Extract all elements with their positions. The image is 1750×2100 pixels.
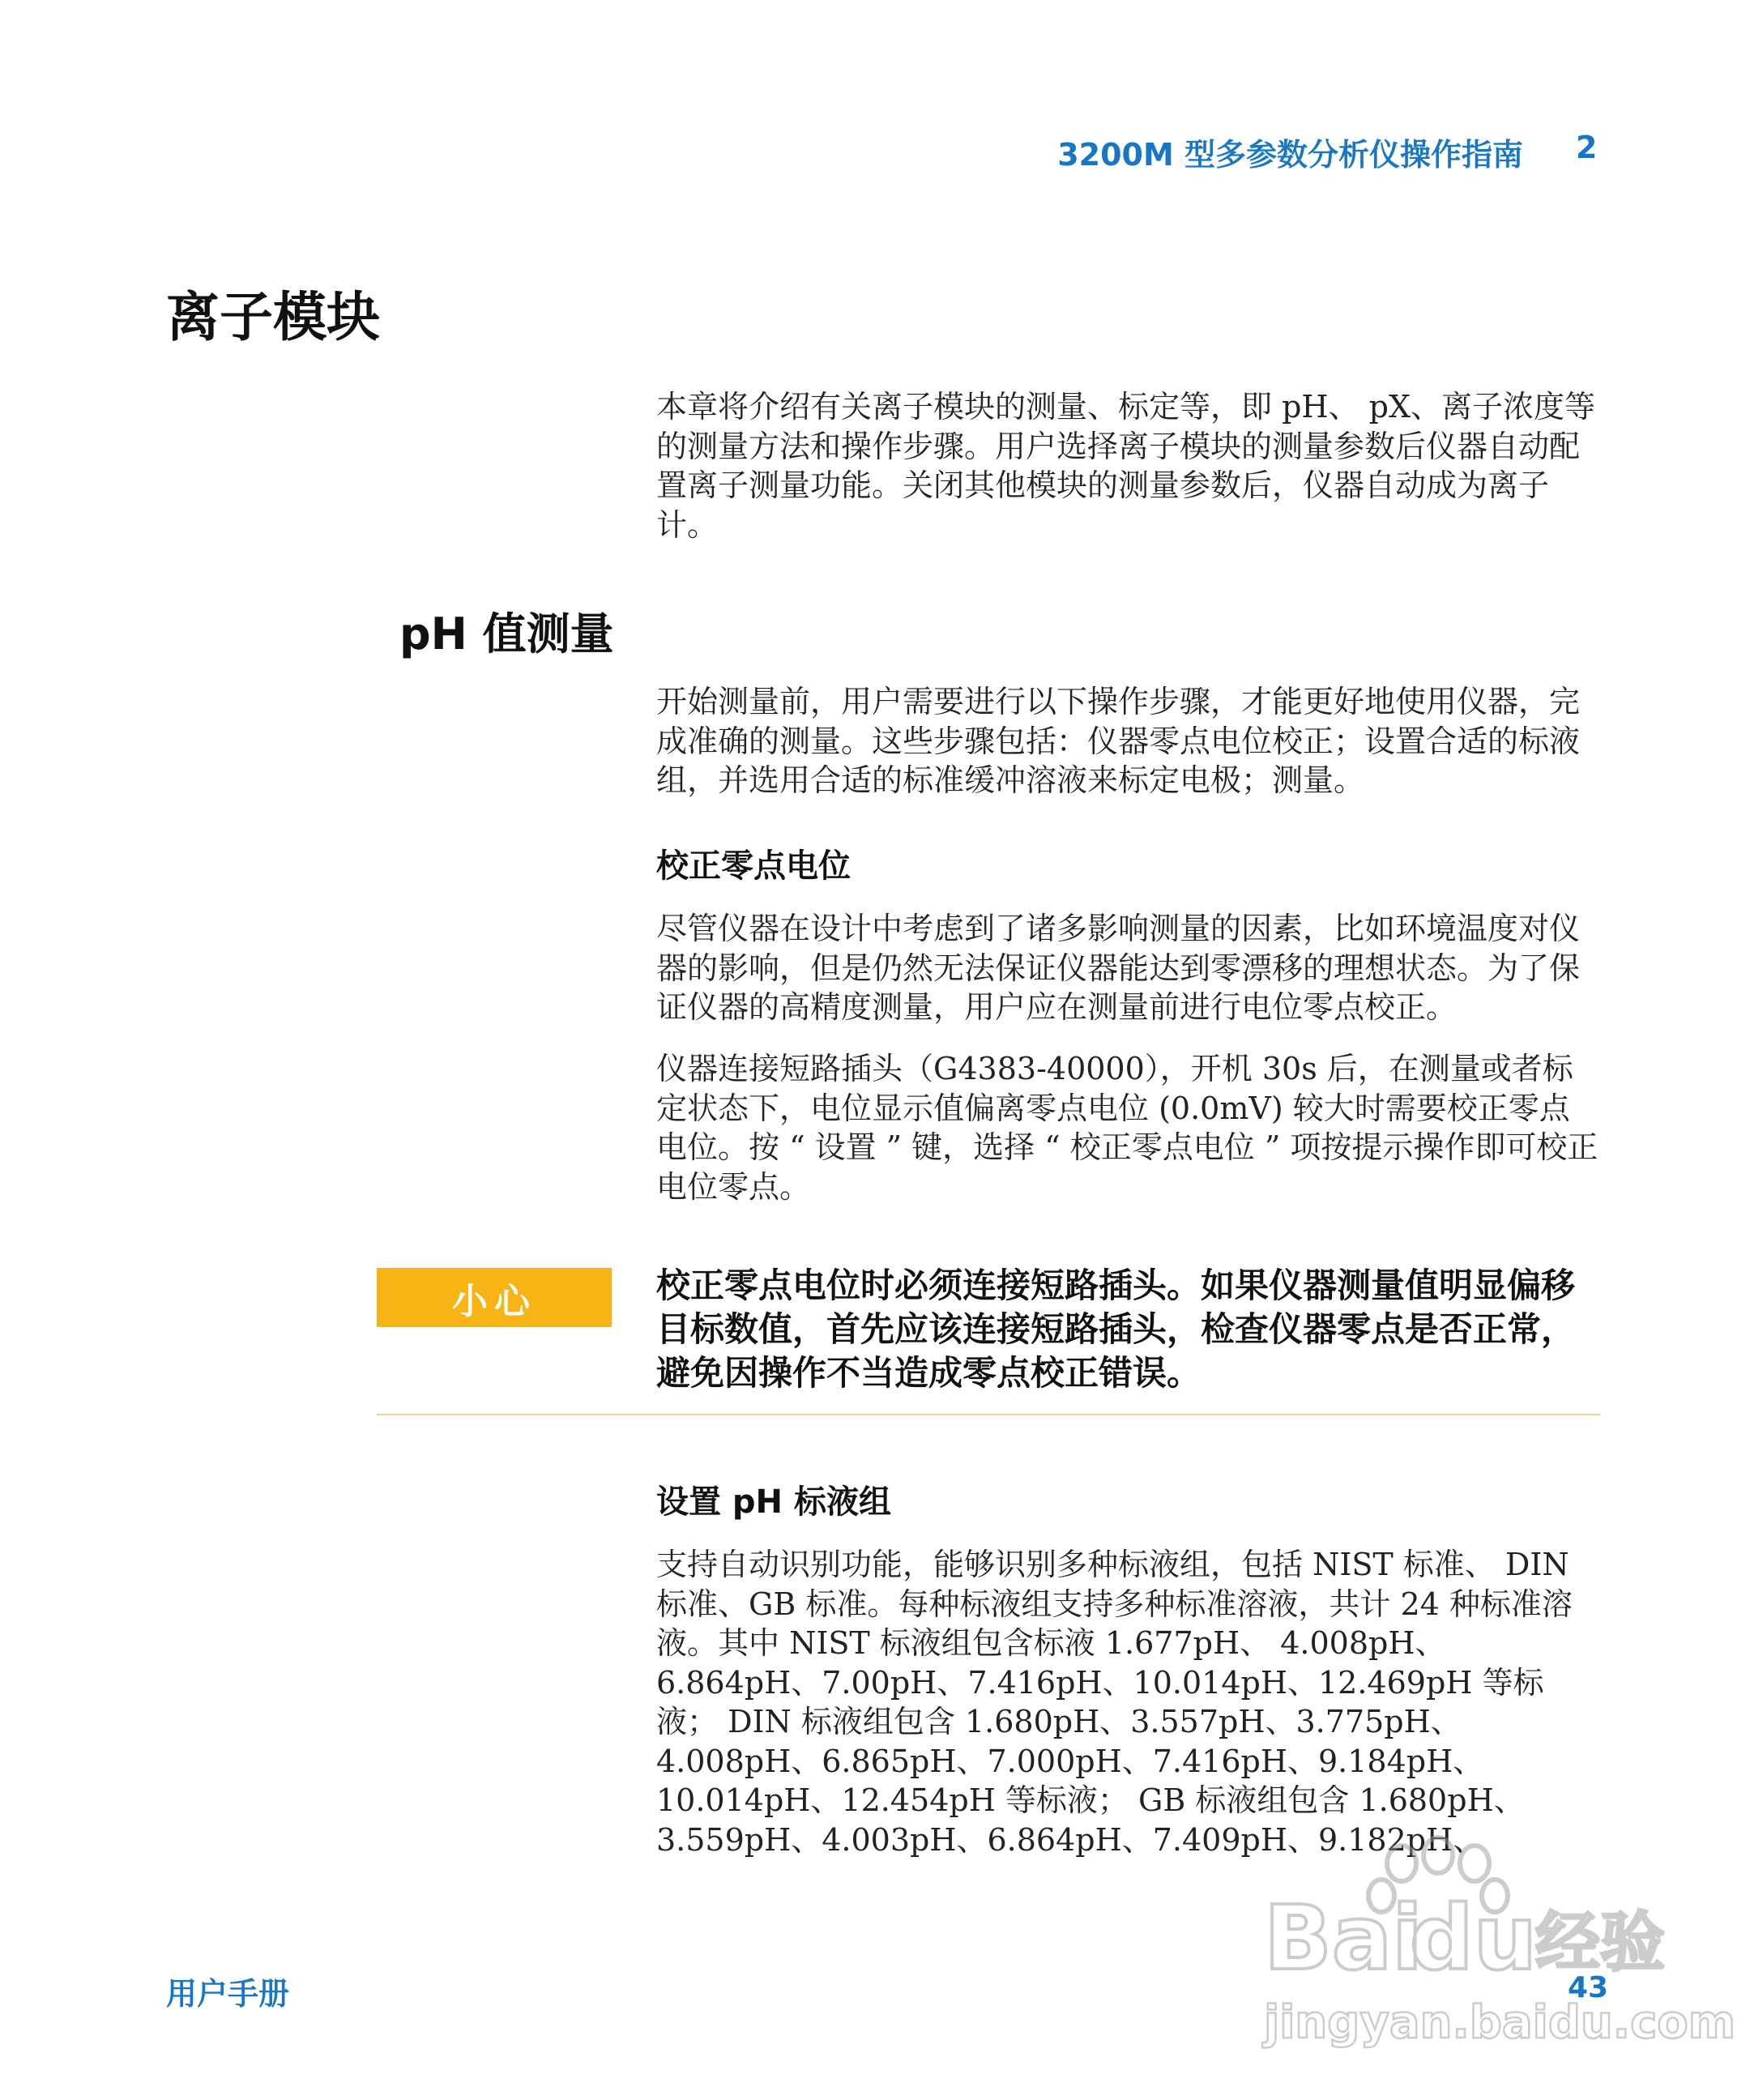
section-intro-paragraph: 开始测量前，用户需要进行以下操作步骤，才能更好地使用仪器，完成准确的测量。这些步骤包括：仪器零点电位校正；设置合适的标液组，并选用合适的标准缓冲溶液来标定电极；测量。 xyxy=(656,684,1581,798)
svg-text:经验: 经验 xyxy=(1535,1905,1665,1980)
section-title: pH 值测量 xyxy=(399,608,614,659)
caution-text: 校正零点电位时必须连接短路插头。如果仪器测量值明显偏移目标数值，首先应该连接短路插头，检查仪器零点是否正常，避免因操作不当造成零点校正错误。 xyxy=(656,1266,1576,1393)
buffer-group-paragraph: 支持自动识别功能，能够识别多种标液组，包括 NIST 标准、 DIN 标准、GB 标准。每种标液组支持多种标准溶液，共计 24 种标准溶液。其中 NIST 标液组包含标液 1.677pH、 4.008pH、 6.864pH、7.00pH、7.416pH、10.014pH、12.469pH 等标液； DIN 标液组包含 1.680pH、3.557pH、3.775pH、4.008pH、6.865pH、7.000pH、7.416pH、9.184pH、10.014pH、12.454pH 等标液； GB 标液组包含 1.680pH、3.559pH、4.003pH、6.864pH、7.409pH、9.182pH、 xyxy=(656,1547,1573,1858)
footer-manual-label: 用户手册 xyxy=(166,1976,290,2012)
svg-text:jingyan.baidu.com: jingyan.baidu.com xyxy=(1264,1996,1736,2049)
running-header-title: 3200M 型多参数分析仪操作指南 xyxy=(1057,137,1523,173)
running-header-chapter-number: 2 xyxy=(1576,130,1598,165)
zero-calibration-paragraph-1: 尽管仪器在设计中考虑到了诸多影响测量的因素，比如环境温度对仪器的影响，但是仍然无法保证仪器能达到零漂移的理想状态。为了保证仪器的高精度测量，用户应在测量前进行电位零点校正。 xyxy=(656,911,1581,1025)
caution-divider xyxy=(377,1414,1600,1415)
svg-text:du: du xyxy=(1410,1886,1538,1990)
baidu-watermark-logo xyxy=(1248,1839,1736,2058)
subsection-title-buffer-group: 设置 pH 标液组 xyxy=(656,1483,891,1521)
chapter-title: 离子模块 xyxy=(166,286,380,348)
zero-calibration-paragraph-2: 仪器连接短路插头（G4383-40000），开机 30s 后，在测量或者标定状态下，电位显示值偏离零点电位 (0.0mV) 较大时需要校正零点电位。按 “ 设置 ” 键，选择 “ 校正零点电位 ” 项按提示操作即可校正电位零点。 xyxy=(656,1051,1598,1205)
svg-text:Bai: Bai xyxy=(1264,1886,1423,1990)
chapter-intro-paragraph: 本章将介绍有关离子模块的测量、标定等，即 pH、 pX、离子浓度等的测量方法和操作步骤。用户选择离子模块的测量参数后仪器自动配置离子测量功能。关闭其他模块的测量参数后，仪器自动成为离子计。 xyxy=(656,389,1596,543)
subsection-title-zero-calibration: 校正零点电位 xyxy=(656,847,851,885)
footer-page-number: 43 xyxy=(1568,1971,1609,2004)
caution-badge: 小心 xyxy=(377,1268,612,1327)
